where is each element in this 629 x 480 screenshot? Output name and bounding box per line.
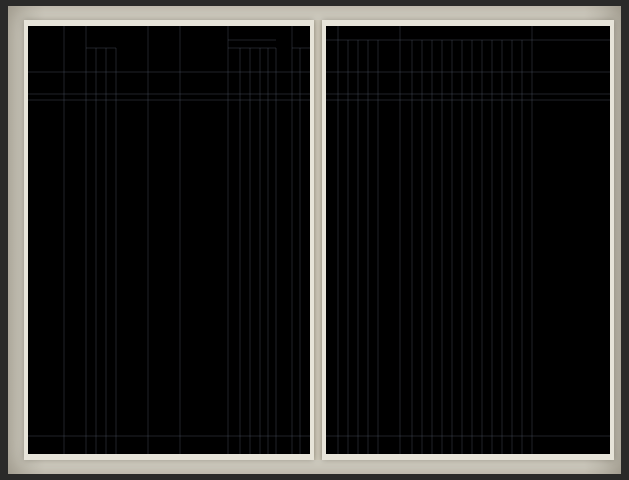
left-page [24,20,314,460]
register-sheet [8,6,621,474]
right-page-table [322,20,614,460]
right-page [322,20,614,460]
left-page-table [24,20,314,460]
